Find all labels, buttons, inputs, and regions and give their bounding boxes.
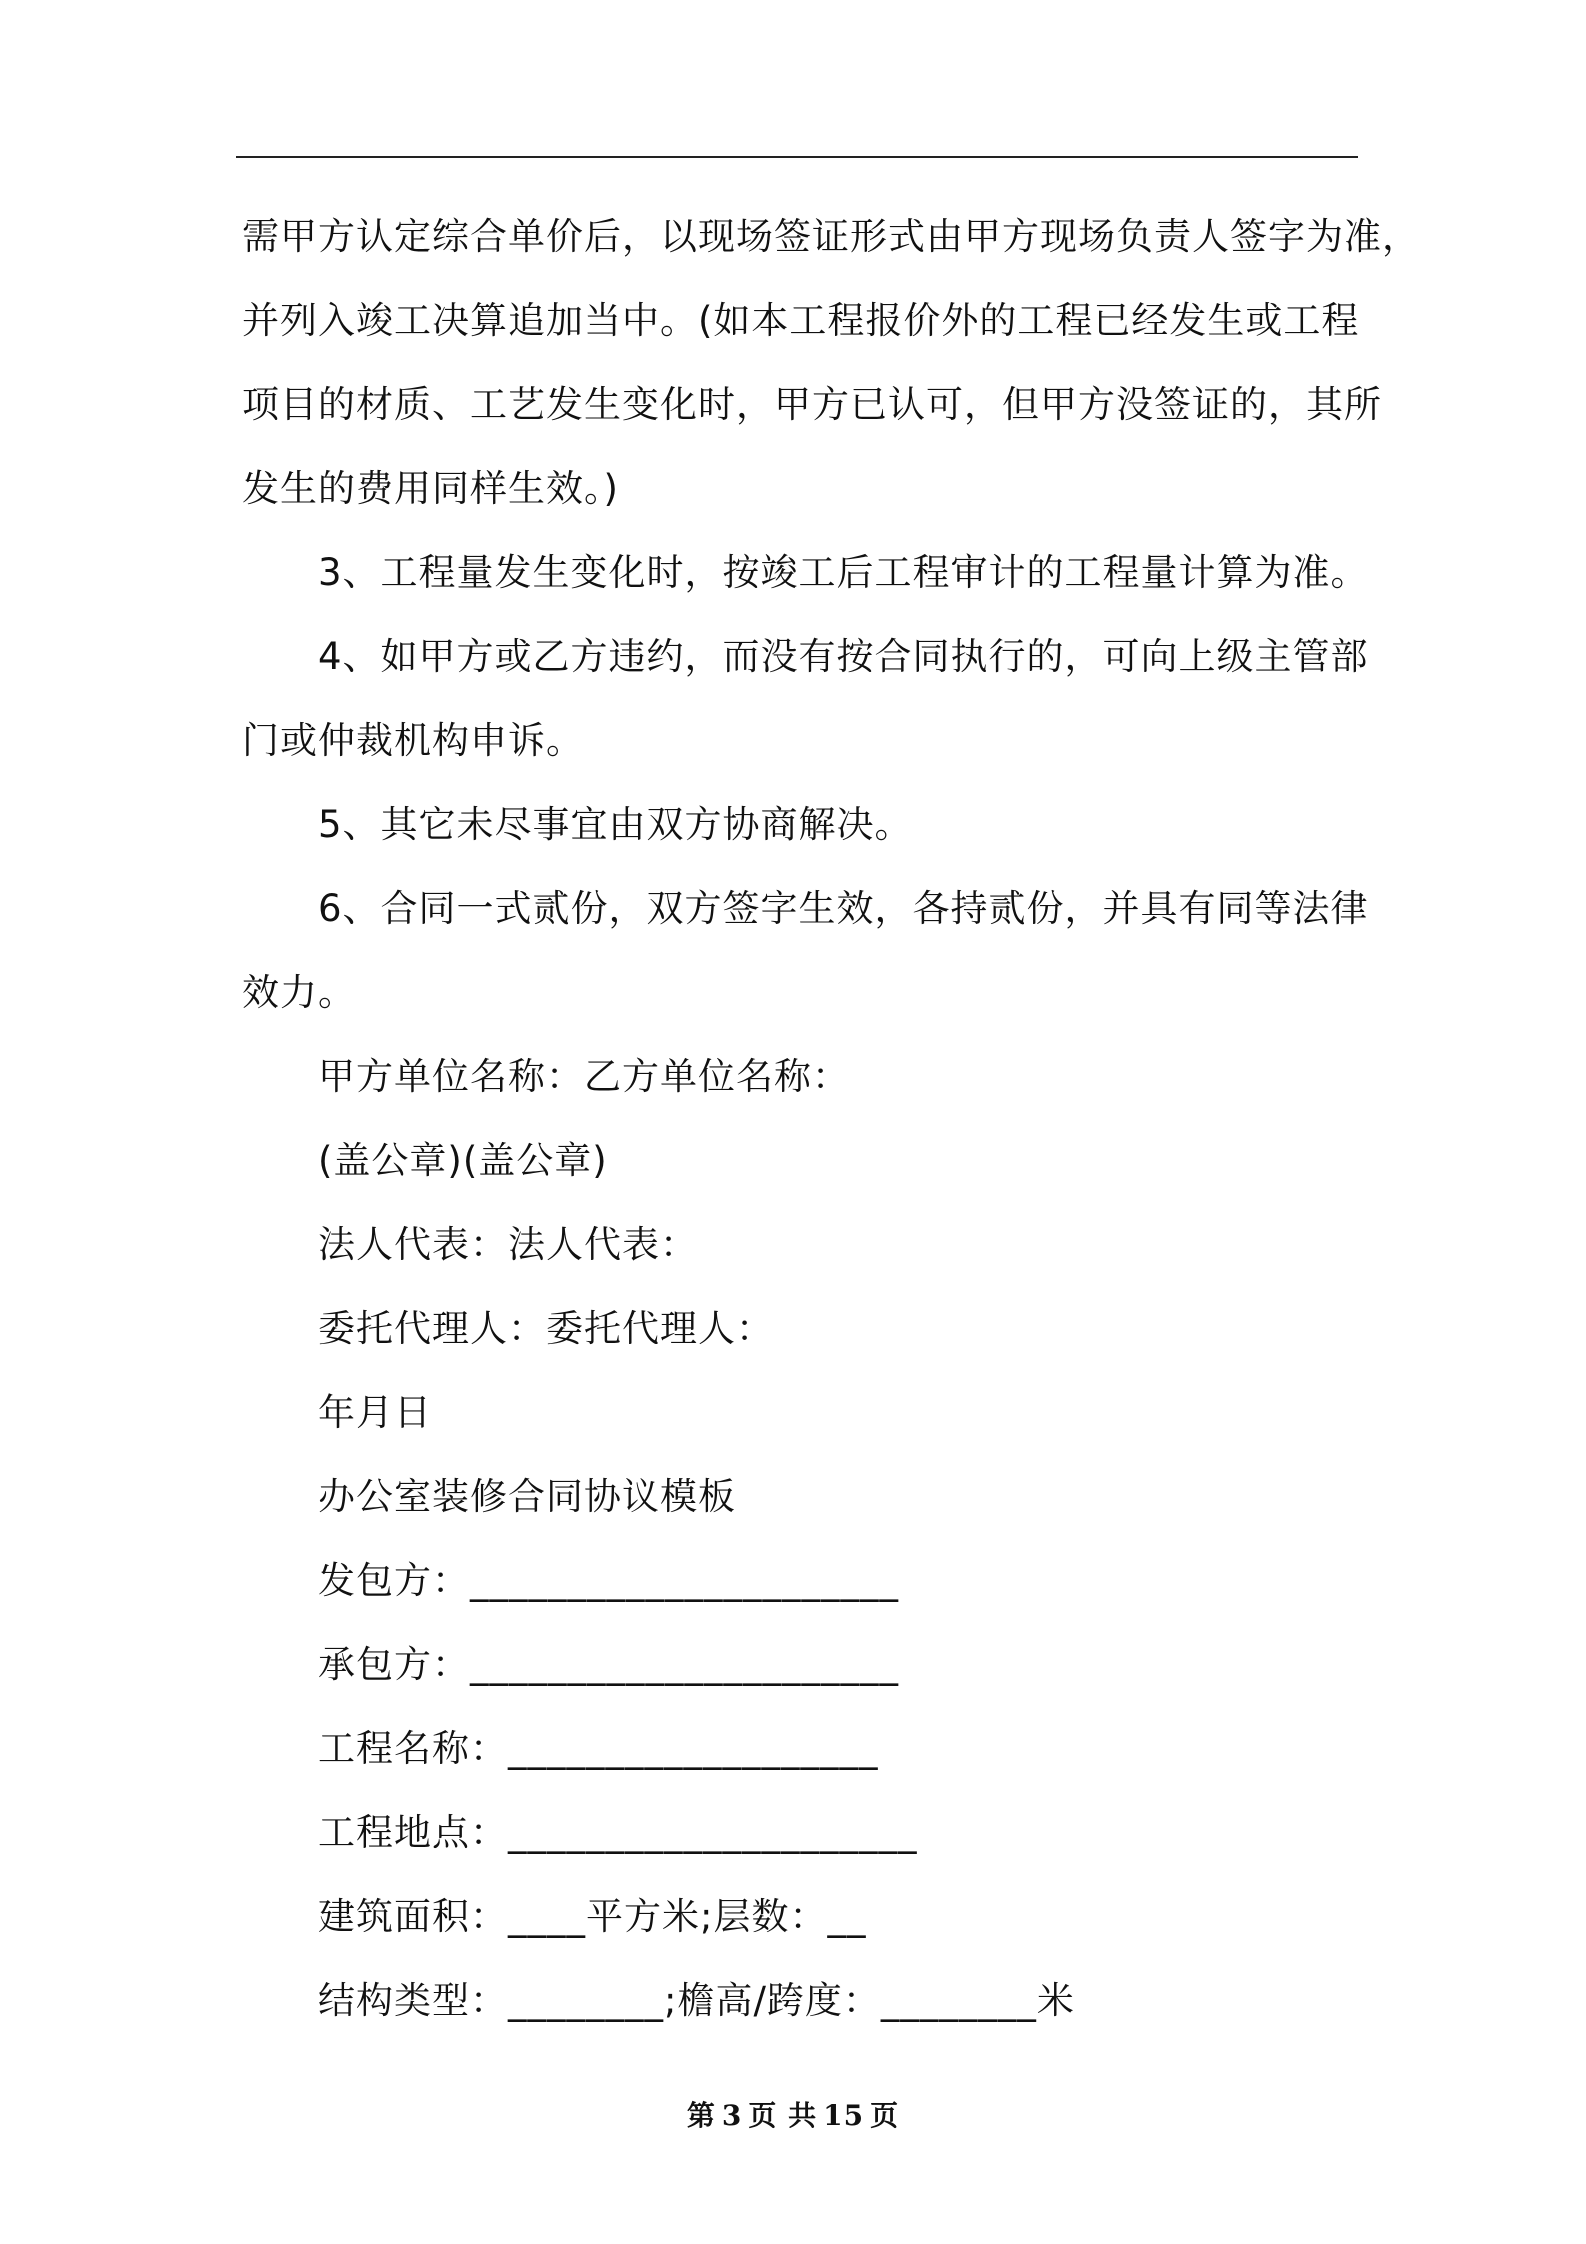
project-name-field: 工程名称：___________________ <box>318 1727 879 1770</box>
header-rule <box>236 156 1358 158</box>
signature-legal-representatives: 法人代表：法人代表： <box>318 1223 698 1266</box>
clause-3: 3、工程量发生变化时，按竣工后工程审计的工程量计算为准。 <box>318 551 1369 594</box>
project-location-field: 工程地点：_____________________ <box>318 1811 918 1854</box>
footer-total-pages: 15 <box>823 2099 865 2132</box>
document-body <box>242 195 1420 2043</box>
footer-middle: 页 共 <box>748 2099 818 2132</box>
structure-type-field: 结构类型：________;檐高/跨度：________米 <box>318 1979 1075 2022</box>
building-area-field: 建筑面积：____平方米;层数：__ <box>318 1895 867 1938</box>
signature-unit-names: 甲方单位名称：乙方单位名称： <box>318 1055 850 1098</box>
paragraph-line: 项目的材质、工艺发生变化时，甲方已认可，但甲方没签证的，其所 <box>242 383 1382 426</box>
employer-field: 发包方：______________________ <box>318 1559 899 1602</box>
contractor-field: 承包方：______________________ <box>318 1643 899 1686</box>
footer-prefix: 第 <box>686 2099 716 2132</box>
clause-4-continued: 门或仲裁机构申诉。 <box>242 719 584 762</box>
paragraph-line: 发生的费用同样生效。) <box>242 467 619 510</box>
signature-date: 年月日 <box>318 1391 432 1434</box>
footer-current-page: 3 <box>721 2099 743 2132</box>
page-number-footer <box>0 2094 1586 2134</box>
signature-seals: (盖公章)(盖公章) <box>318 1139 608 1182</box>
clause-5: 5、其它未尽事宜由双方协商解决。 <box>318 803 913 846</box>
paragraph-line: 需甲方认定综合单价后，以现场签证形式由甲方现场负责人签字为准， <box>242 215 1420 258</box>
signature-authorized-agents: 委托代理人：委托代理人： <box>318 1307 774 1350</box>
section-title: 办公室装修合同协议模板 <box>318 1475 736 1518</box>
paragraph-line: 并列入竣工决算追加当中。(如本工程报价外的工程已经发生或工程 <box>242 299 1360 342</box>
clause-6: 6、合同一式贰份，双方签字生效，各持贰份，并具有同等法律 <box>318 887 1369 930</box>
clause-4: 4、如甲方或乙方违约，而没有按合同执行的，可向上级主管部 <box>318 635 1369 678</box>
clause-6-continued: 效力。 <box>242 971 356 1014</box>
footer-suffix: 页 <box>870 2099 900 2132</box>
